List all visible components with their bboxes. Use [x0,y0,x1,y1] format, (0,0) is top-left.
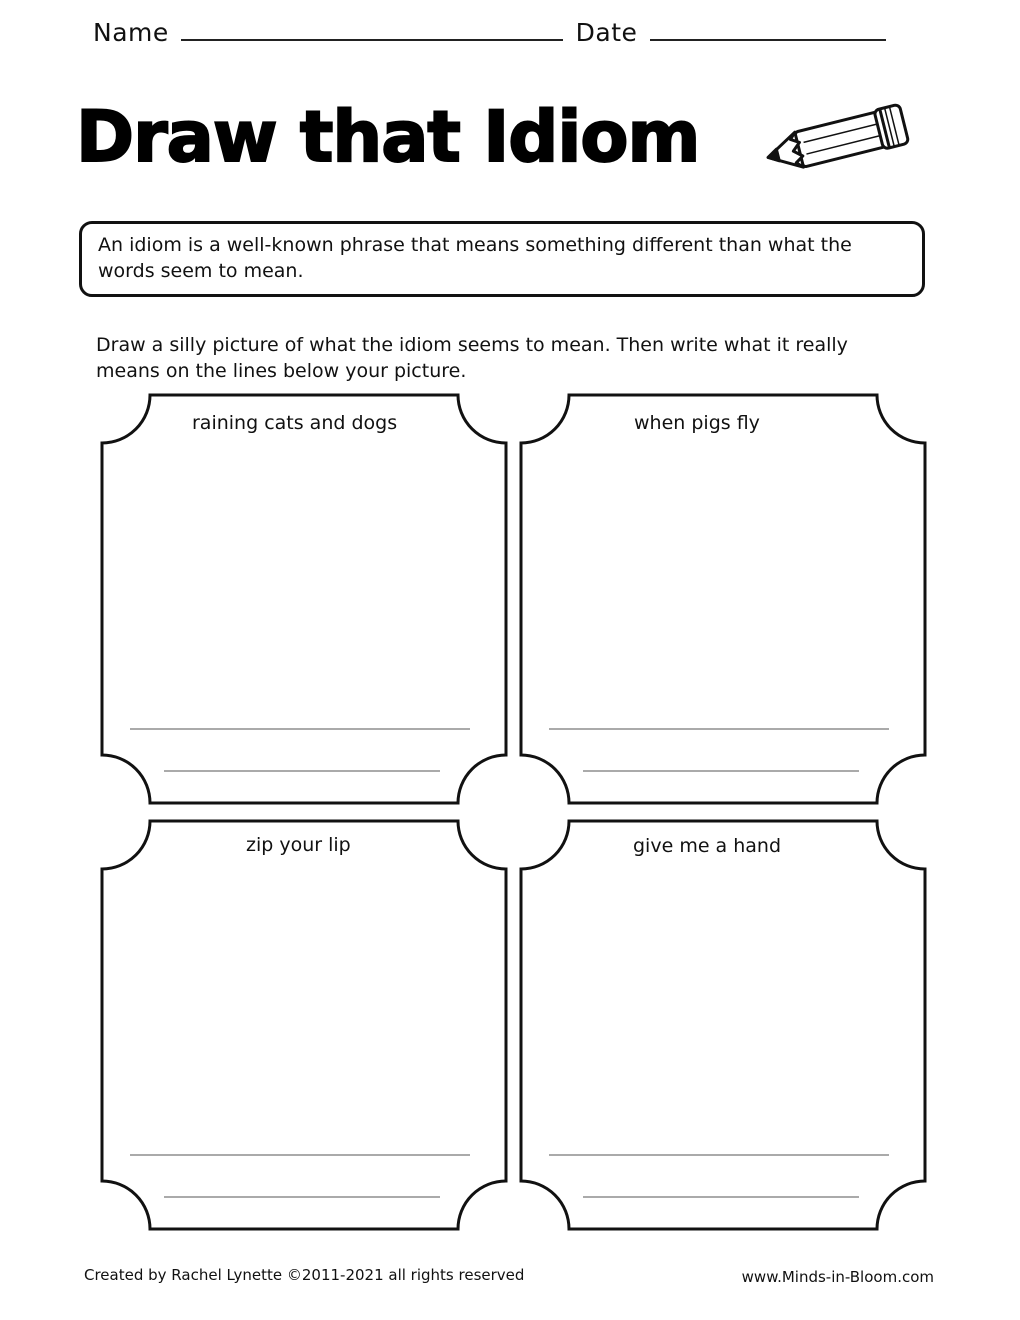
footer-website[interactable]: www.Minds-in-Bloom.com [741,1268,934,1286]
card-frame-2 [521,395,925,803]
instructions-text: Draw a silly picture of what the idiom seems to mean. Then write what it really means on the lines below your picture. [96,334,848,382]
card-frame-4 [521,821,925,1229]
card-title-1: raining cats and dogs [192,412,398,434]
page-title: Draw that Idiom [76,96,700,178]
card-title-3: zip your lip [246,834,351,856]
card-title-4: give me a hand [633,835,782,857]
date-label: Date [575,18,638,47]
card-frame-3 [102,821,506,1229]
card-title-2: when pigs fly [634,412,760,434]
definition-text: An idiom is a well-known phrase that means something different than what the words seem to mean. [98,234,852,282]
name-label: Name [93,18,169,47]
card-frame-1 [102,395,506,803]
footer-credit: Created by Rachel Lynette ©2011-2021 all rights reserved [84,1266,525,1284]
